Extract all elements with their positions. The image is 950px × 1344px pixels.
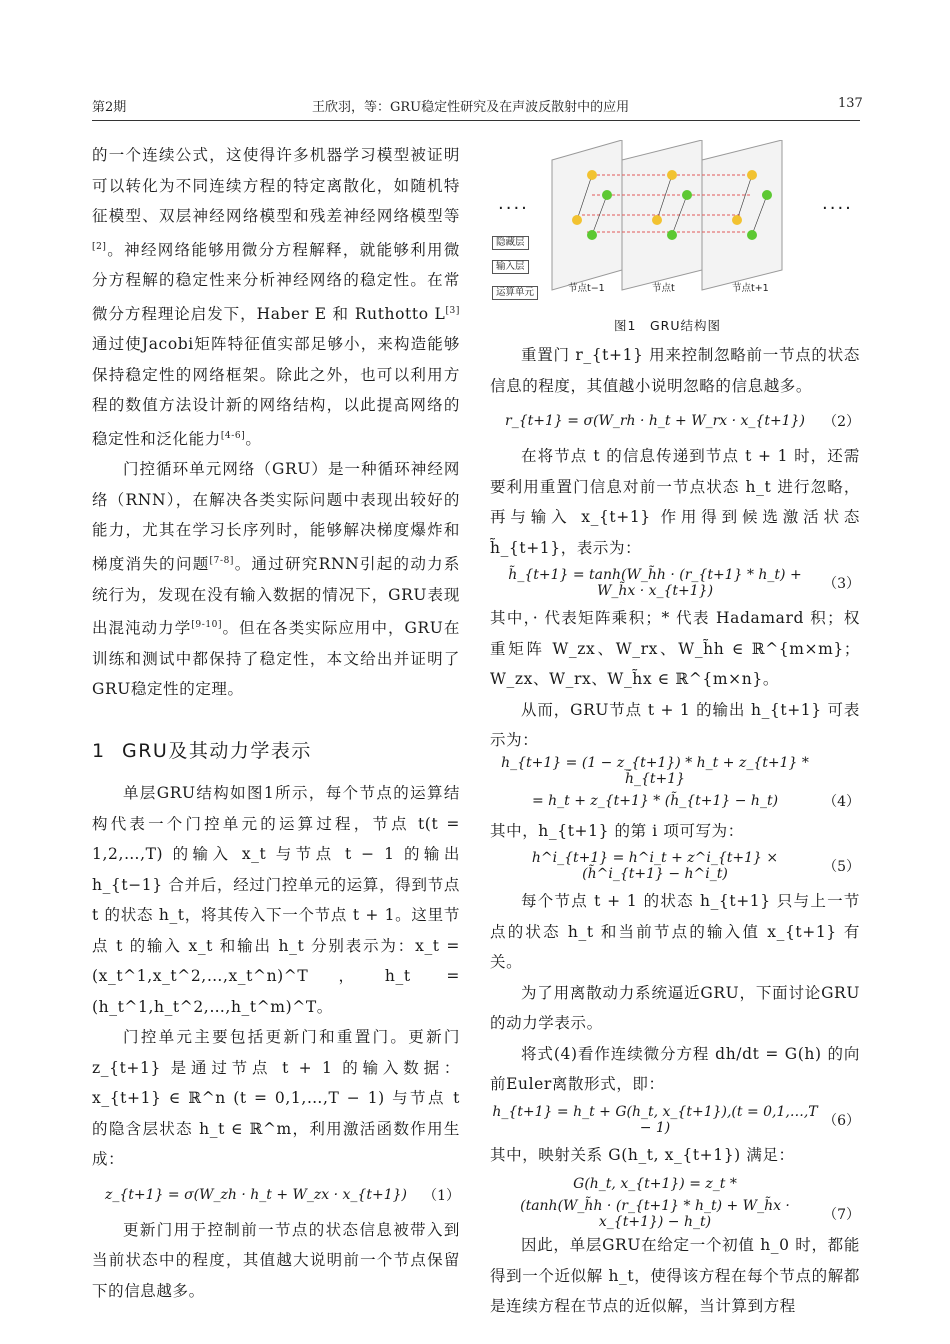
node	[747, 170, 757, 180]
equation-3: h̃_{t+1} = tanh(W_h̃h · (r_{t+1} * h_t) + W_h̃x · x_{t+1}) （3）	[508, 567, 860, 599]
node	[732, 215, 742, 225]
label-node-prev: 节点t−1	[568, 283, 605, 294]
gru-structure-figure	[492, 140, 862, 302]
node	[587, 230, 597, 240]
right-paragraph-3: 其中，· 代表矩阵乘积；* 代表 Hadamard 积；权重矩阵 W_zx、W_rx、W_h̃h ∈ ℝ^{m×m}；W_zx、W_rx、W_h̃x ∈ ℝ^{m×n}。	[490, 609, 860, 688]
ellipsis-right: ····	[822, 198, 853, 219]
right-paragraph-2: 在将节点 t 的信息传递到节点 t + 1 时，还需要利用重置门信息对前一节点状态 h_t 进行忽略，再与输入 x_{t+1} 作用得到候选激活状态 h̃_{t+1}，表示为：	[490, 447, 860, 557]
equation-2: r_{t+1} = σ(W_rh · h_t + W_rx · x_{t+1}) （2）	[505, 413, 860, 430]
node	[652, 215, 662, 225]
journal-issue: 第2期	[92, 100, 127, 115]
header-rule	[92, 120, 860, 121]
left-paragraph-2: 门控循环单元网络（GRU）是一种循环神经网络（RNN），在解决各类实际问题中表现出较好的能力，尤其在学习长序列时，能够解决梯度爆炸和梯度消失的问题[7-8]。通过研究RNN引起的动力系统行为，发现在没有输入数据的情况下，GRU表现出混沌动力学[9-10]。但在各类实际应用中，GRU在训练和测试中都保持了稳定性，本文给出并证明了GRU稳定性的定理。	[92, 460, 461, 699]
section-heading: 1 GRU及其动力学表示	[92, 740, 312, 762]
page-number: 137	[838, 96, 863, 111]
legend-input-layer: 输入层	[492, 260, 529, 274]
label-node-next: 节点t+1	[732, 283, 769, 294]
left-paragraph-3: 单层GRU结构如图1所示，每个节点的运算结构代表一个门控单元的运算过程，节点 t(t = 1,2,…,T) 的输入 x_t 与节点 t − 1 的输出 h_{t−1} 合并后，经过门控单元的运算，得到节点 t 的状态 h_t，将其传入下一个节点 t + 1。这里节点 t 的输入 x_t 和输出 h_t 分别表示为：x_t = (x_t^1,x_t^2,…,x_t^n)^T，h_t = (h_t^1,h_t^2,…,h_t^m)^T。	[92, 784, 460, 1016]
node	[682, 190, 692, 200]
right-paragraph-1: 重置门 r_{t+1} 用来控制忽略前一节点的状态信息的程度，其值越小说明忽略的信息越多。	[490, 346, 860, 395]
right-column	[490, 340, 860, 1322]
node	[587, 170, 597, 180]
right-paragraph-10: 因此，单层GRU在给定一个初值 h_0 时，都能得到一个近似解 h_t，使得该方程在每个节点的解都是连续方程在节点的近似解，当计算到方程	[490, 1236, 860, 1315]
node	[762, 190, 772, 200]
equation-7a: G(h_t, x_{t+1}) = z_t *	[573, 1176, 737, 1192]
equation-1: z_{t+1} = σ(W_zh · h_t + W_zx · x_{t+1}) （1）	[105, 1186, 460, 1204]
right-paragraph-8: 将式(4)看作连续微分方程 dh/dt = G(h) 的向前Euler离散形式，即：	[490, 1044, 860, 1093]
equation-4a: h_{t+1} = (1 − z_{t+1}) * h_t + z_{t+1} * h̃_{t+1}	[501, 754, 809, 787]
node	[667, 230, 677, 240]
label-node-curr: 节点t	[652, 283, 675, 294]
left-paragraph-4: 门控单元主要包括更新门和重置门。更新门 z_{t+1} 是通过节点 t + 1 的输入数据：x_{t+1} ∈ ℝ^n (t = 0,1,…,T − 1) 与节点 t 的隐含层状态 h_t ∈ ℝ^m，利用激活函数作用生成：	[92, 1028, 460, 1168]
right-paragraph-5: 其中，h_{t+1} 的第 i 项可写为：	[490, 821, 744, 840]
legend-compute-unit: 运算单元	[492, 286, 538, 300]
right-paragraph-7: 为了用离散动力系统逼近GRU，下面讨论GRU的动力学表示。	[490, 983, 860, 1032]
equation-6: h_{t+1} = h_t + G(h_t, x_{t+1}),(t = 0,1,…,T − 1) （6）	[492, 1103, 860, 1136]
figure-caption: 图1 GRU结构图	[614, 318, 721, 333]
gru-diagram	[492, 140, 862, 302]
node	[572, 215, 582, 225]
equation-4b: = h_t + z_{t+1} * (h̃_{t+1} − h_t) （4）	[531, 792, 860, 810]
running-title: 王欣羽，等：GRU稳定性研究及在声波反散射中的应用	[312, 100, 630, 115]
ellipsis-left: ····	[498, 198, 529, 219]
node	[747, 230, 757, 240]
equation-7b: (tanh(W_h̃h · (r_{t+1} * h_t) + W_h̃x · x_{t+1}) − h_t) （7）	[520, 1198, 860, 1230]
right-paragraph-6: 每个节点 t + 1 的状态 h_{t+1} 只与上一节点的状态 h_t 和当前节点的输入值 x_{t+1} 有关。	[490, 892, 860, 971]
node	[602, 190, 612, 200]
right-paragraph-4: 从而，GRU节点 t + 1 的输出 h_{t+1} 可表示为：	[490, 700, 860, 749]
left-paragraph-1: 的一个连续公式，这使得许多机器学习模型被证明可以转化为不同连续方程的特定离散化，如随机特征模型、双层神经网络模型和残差神经网络模型等[2]。神经网络能够用微分方程解释，就能够利用微分方程解的稳定性来分析神经网络的稳定性。在常微分方程理论启发下，Haber E 和 Ruthotto L[3]通过使Jacobi矩阵特征值实部足够小，来构造能够保持稳定性的网络框架。除此之外，也可以利用方程的数值方法设计新的网络结构，以此提高网络的稳定性和泛化能力[4-6]。	[92, 146, 460, 448]
right-paragraph-9: 其中，映射关系 G(h_t, x_{t+1}) 满足：	[490, 1145, 795, 1164]
node	[667, 170, 677, 180]
legend-hidden-layer: 隐藏层	[492, 236, 529, 250]
equation-5: h^i_{t+1} = h^i_t + z^i_{t+1} × (h̃^i_{t+1} − h^i_t) （5）	[531, 850, 860, 882]
left-column-section	[92, 778, 460, 1306]
left-column	[92, 140, 460, 705]
left-paragraph-5: 更新门用于控制前一节点的状态信息被带入到当前状态中的程度，其值越大说明前一个节点保留下的信息越多。	[92, 1220, 460, 1300]
